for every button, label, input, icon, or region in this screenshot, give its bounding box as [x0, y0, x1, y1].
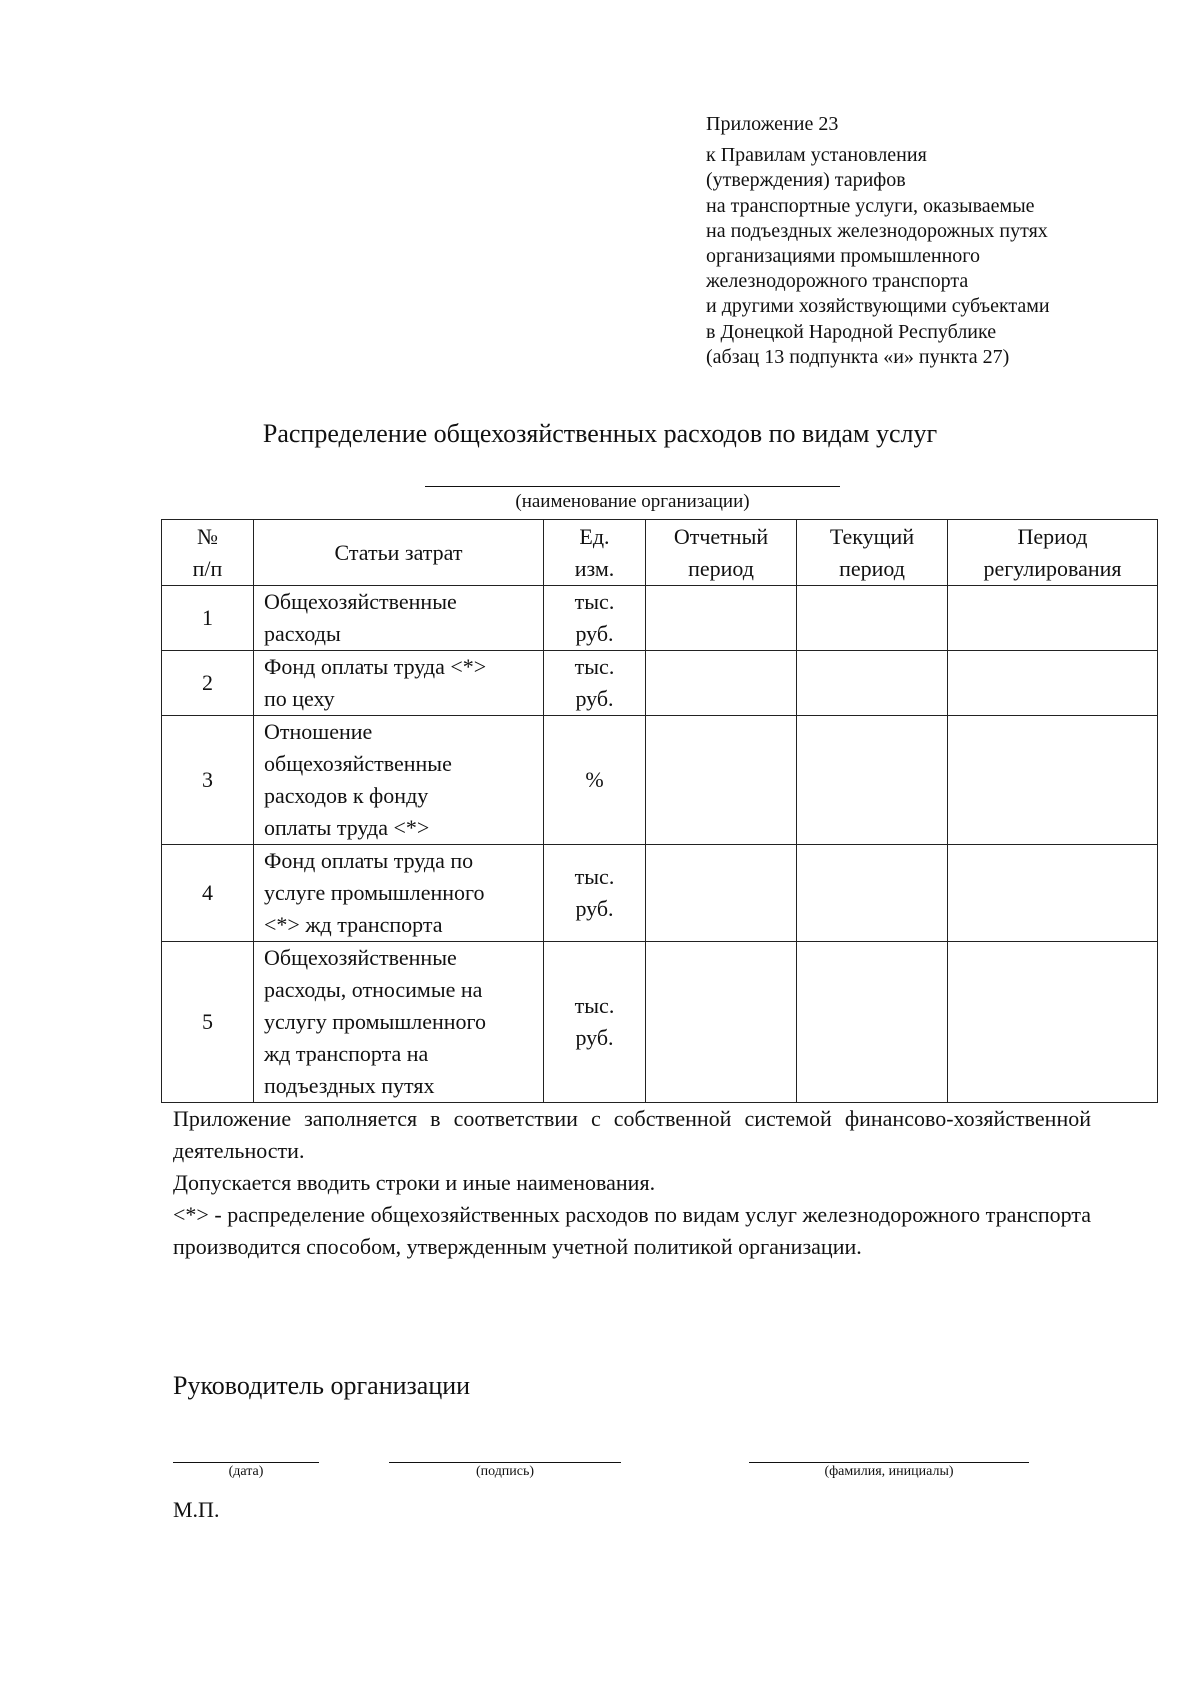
row-number: 2	[162, 651, 254, 716]
cell-regulation-period[interactable]	[948, 651, 1158, 716]
note-fill-instruction: Приложение заполняется в соответствии с собственной системой финансово-хозяйственной деятельности.	[173, 1106, 1091, 1163]
appendix-line: (утверждения) тарифов	[706, 169, 906, 192]
header-current-period	[797, 520, 948, 586]
row-item-line: Фонд оплаты труда по	[264, 848, 474, 873]
row-item-line: услуге промышленного	[264, 880, 485, 905]
note-additional-rows: Допускается вводить строки и иные наименования.	[173, 1170, 656, 1195]
cell-reported-period[interactable]	[646, 586, 797, 651]
stamp-placeholder: М.П.	[173, 1497, 220, 1522]
row-number: 1	[162, 586, 254, 651]
date-caption: (дата)	[228, 1464, 264, 1479]
header-reported-period	[646, 520, 797, 586]
appendix-line: железнодорожного транспорта	[706, 270, 969, 293]
row-unit-line: тыс.	[574, 864, 615, 889]
row-item-line: расходы, относимые на	[264, 977, 483, 1002]
full-name-caption: (фамилия, инициалы)	[824, 1464, 954, 1479]
row-item-line: подъездных путях	[264, 1073, 435, 1098]
row-unit-line: руб.	[575, 621, 614, 646]
cell-reported-period[interactable]	[646, 942, 797, 1103]
cost-distribution-table	[161, 519, 1158, 1103]
row-unit	[544, 845, 646, 942]
row-item-line: Общехозяйственные	[264, 589, 457, 614]
row-unit	[544, 716, 646, 845]
row-item-line: по цеху	[264, 686, 335, 711]
row-unit-line: руб.	[575, 686, 614, 711]
row-unit-line: тыс.	[574, 654, 615, 679]
header-regulation-line1: Период	[1017, 523, 1088, 549]
cell-current-period[interactable]	[797, 845, 948, 942]
document-title: Распределение общехозяйственных расходов по видам услуг	[262, 419, 938, 448]
row-item-line: расходы	[264, 621, 341, 646]
row-item-line: оплаты труда <*>	[264, 815, 430, 840]
appendix-number: Приложение 23	[706, 113, 839, 135]
header-regulation-period	[948, 520, 1158, 586]
row-item-line: Фонд оплаты труда <*>	[264, 654, 487, 679]
appendix-line: (абзац 13 подпункта «и» пункта 27)	[706, 345, 1010, 368]
header-item: Статьи затрат	[254, 520, 544, 586]
header-num-line1: №	[197, 523, 218, 549]
row-item	[254, 845, 544, 942]
appendix-reference	[706, 112, 1166, 370]
table-row	[162, 716, 1158, 845]
organization-name-field[interactable]	[425, 486, 840, 487]
row-item-line: услугу промышленного	[264, 1009, 487, 1034]
header-unit	[544, 520, 646, 586]
cell-reported-period[interactable]	[646, 716, 797, 845]
appendix-line: к Правилам установления	[706, 144, 927, 167]
row-unit	[544, 651, 646, 716]
row-item-line: Общехозяйственные	[264, 945, 457, 970]
table-row	[162, 586, 1158, 651]
row-item	[254, 586, 544, 651]
row-unit-line: тыс.	[574, 993, 615, 1018]
row-unit-line: тыс.	[574, 589, 615, 614]
row-unit-line: руб.	[575, 1025, 614, 1050]
table-row	[162, 651, 1158, 716]
header-num-line2: п/п	[192, 555, 223, 581]
row-item-line: расходов к фонду	[264, 783, 429, 808]
cell-regulation-period[interactable]	[948, 716, 1158, 845]
appendix-line: на подъездных железнодорожных путях	[706, 219, 1048, 242]
header-unit-line1: Ед.	[579, 523, 610, 549]
note-footnote: <*> - распределение общехозяйственных расходов по видам услуг железнодорожного транспорта производится способом, утвержденным учетной политикой организации.	[173, 1202, 1091, 1259]
cell-current-period[interactable]	[797, 651, 948, 716]
cell-current-period[interactable]	[797, 942, 948, 1103]
row-item	[254, 716, 544, 845]
table-row	[162, 942, 1158, 1103]
organization-name-caption: (наименование организации)	[515, 491, 750, 512]
row-unit	[544, 942, 646, 1103]
signature-caption: (подпись)	[475, 1464, 535, 1479]
header-reported-line1: Отчетный	[673, 523, 769, 549]
row-item-line: жд транспорта на	[264, 1041, 429, 1066]
cell-reported-period[interactable]	[646, 651, 797, 716]
cell-regulation-period[interactable]	[948, 586, 1158, 651]
row-item	[254, 651, 544, 716]
row-number: 3	[162, 716, 254, 845]
appendix-line: организациями промышленного	[706, 245, 981, 268]
row-unit-line: руб.	[575, 896, 614, 921]
appendix-line: и другими хозяйствующими субъектами	[706, 295, 1050, 318]
header-unit-line2: изм.	[574, 555, 615, 581]
header-current-line2: период	[839, 555, 905, 581]
row-item	[254, 942, 544, 1103]
cell-current-period[interactable]	[797, 586, 948, 651]
row-number: 5	[162, 942, 254, 1103]
appendix-line: в Донецкой Народной Республике	[706, 320, 997, 343]
header-reported-line2: период	[688, 555, 754, 581]
table-row	[162, 845, 1158, 942]
row-item-line: Отношение	[264, 719, 373, 744]
header-regulation-line2: регулирования	[983, 555, 1122, 581]
header-current-line1: Текущий	[829, 523, 915, 549]
row-item-line: общехозяйственные	[264, 751, 452, 776]
row-item-line: <*> жд транспорта	[264, 912, 443, 937]
header-num	[162, 520, 254, 586]
cell-regulation-period[interactable]	[948, 942, 1158, 1103]
row-number: 4	[162, 845, 254, 942]
row-unit	[544, 586, 646, 651]
appendix-line: на транспортные услуги, оказываемые	[706, 194, 1035, 217]
table-header-row	[162, 520, 1158, 586]
row-unit-line: %	[585, 767, 604, 792]
cell-regulation-period[interactable]	[948, 845, 1158, 942]
cell-current-period[interactable]	[797, 716, 948, 845]
notes-section	[173, 1103, 1091, 1263]
cell-reported-period[interactable]	[646, 845, 797, 942]
head-of-organization-label: Руководитель организации	[173, 1371, 471, 1400]
